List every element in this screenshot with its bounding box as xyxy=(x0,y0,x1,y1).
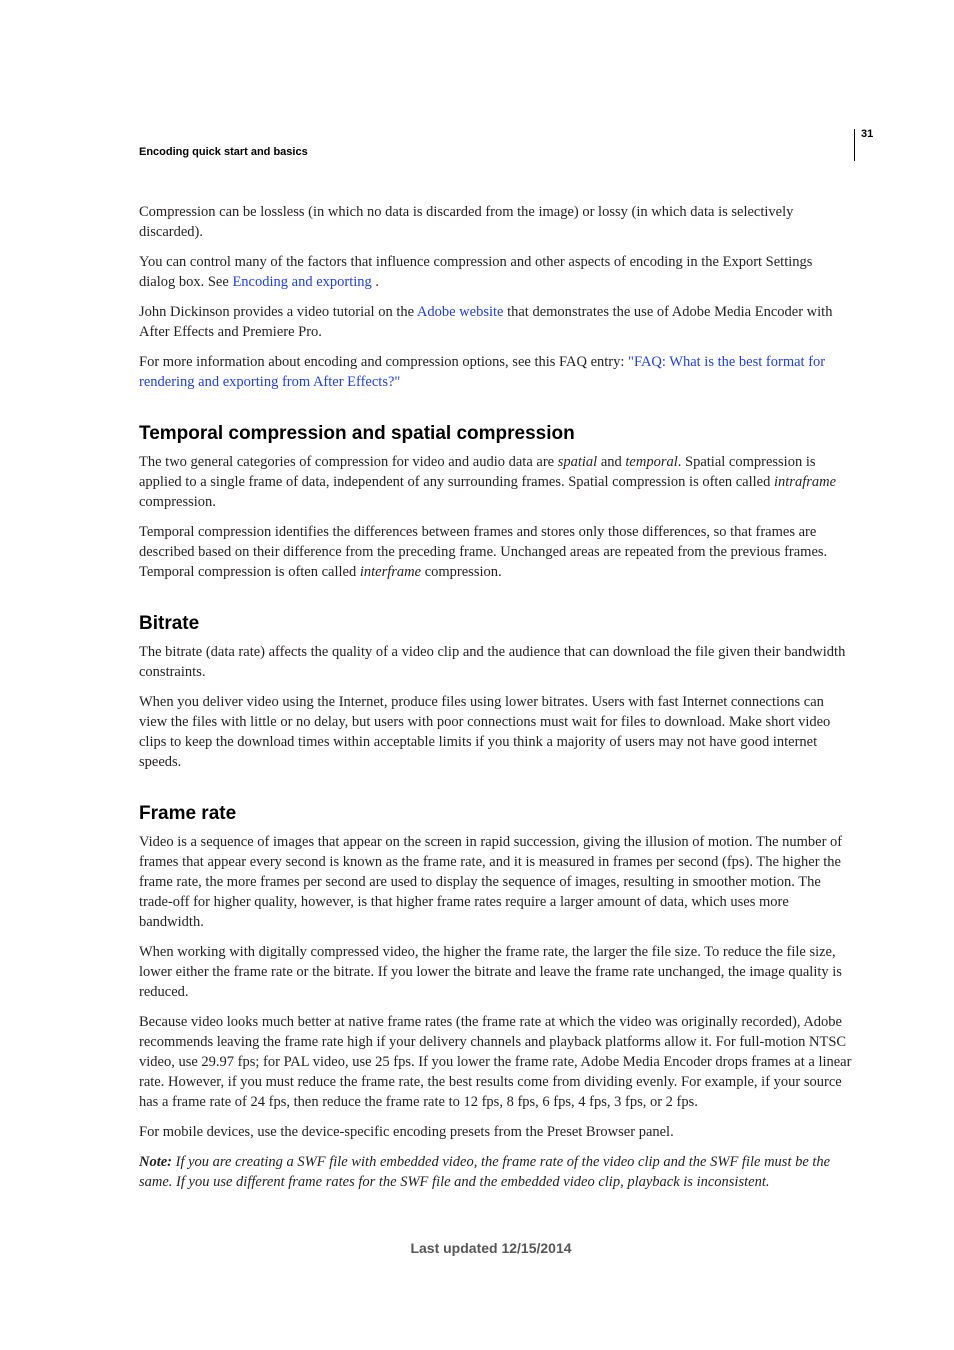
encoding-and-exporting-link[interactable]: Encoding and exporting xyxy=(232,274,372,290)
section-heading-frame-rate: Frame rate xyxy=(139,803,237,824)
framerate-paragraph-4: For mobile devices, use the device-specific encoding presets from the Preset Browser panel. xyxy=(139,1124,674,1140)
temporal-paragraph-2: Temporal compression identifies the differences between frames and stores only those differences, so that frames are described based on their difference from the preceding frame. Unchanged areas are repeated from the previous frames. Temporal compression is often called interframe compression. xyxy=(139,524,828,580)
header-rule xyxy=(854,129,855,161)
note-paragraph: Note: If you are creating a SWF file with embedded video, the frame rate of the video clip and the SWF file must be the same. If you use different frame rates for the SWF file and the embedded video clip, playback is inconsistent. xyxy=(139,1154,831,1190)
footer xyxy=(0,1240,954,1256)
intro-paragraph-3: John Dickinson provides a video tutorial on the Adobe website that demonstrates the use of Adobe Media Encoder with After Effects and Premiere Pro. xyxy=(139,304,833,340)
page-content xyxy=(139,202,852,1202)
framerate-paragraph-1: Video is a sequence of images that appear on the screen in rapid succession, giving the illusion of motion. The number of frames that appear every second is known as the frame rate, and it is measured in frames per second (fps). The higher the frame rate, the more frames per second are used to display the sequence of images, resulting in smoother motion. The trade-off for higher quality, however, is that higher frame rates require a larger amount of data, which uses more bandwidth. xyxy=(139,834,843,930)
intro-paragraph-2: You can control many of the factors that influence compression and other aspects of encoding in the Export Settings dialog box. See Encoding and exporting . xyxy=(139,254,813,290)
intro-paragraph-1: Compression can be lossless (in which no data is discarded from the image) or lossy (in which data is selectively discarded). xyxy=(139,204,794,240)
framerate-paragraph-2: When working with digitally compressed video, the higher the frame rate, the larger the file size. To reduce the file size, lower either the frame rate or the bitrate. If you lower the bitrate and leave the frame rate unchanged, the image quality is reduced. xyxy=(139,944,842,1000)
note-label: Note: xyxy=(139,1154,173,1170)
running-header: Encoding quick start and basics xyxy=(139,146,308,158)
intro-paragraph-4: For more information about encoding and compression options, see this FAQ entry: "FAQ: What is the best format for rendering and exporting from After Effects?" xyxy=(139,354,826,390)
last-updated: Last updated 12/15/2014 xyxy=(410,1240,572,1256)
section-heading-temporal: Temporal compression and spatial compression xyxy=(139,423,575,444)
page-number: 31 xyxy=(861,128,874,140)
framerate-paragraph-3: Because video looks much better at native frame rates (the frame rate at which the video was originally recorded), Adobe recommends leaving the frame rate high if your delivery channels and playback platforms allow it. For full-motion NTSC video, use 29.97 fps; for PAL video, use 25 fps. If you lower the frame rate, Adobe Media Encoder drops frames at a linear rate. However, if you must reduce the frame rate, the best results come from dividing evenly. For example, if your source has a frame rate of 24 fps, then reduce the frame rate to 12 fps, 8 fps, 6 fps, 4 fps, 3 fps, or 2 fps. xyxy=(139,1014,852,1110)
temporal-paragraph-1: The two general categories of compression for video and audio data are spatial and temporal. Spatial compression is applied to a single frame of data, independent of any surrounding frames. Spatial compression is often called intraframe compression. xyxy=(139,454,837,510)
bitrate-paragraph-1: The bitrate (data rate) affects the quality of a video clip and the audience that can download the file given their bandwidth constraints. xyxy=(139,644,846,680)
section-heading-bitrate: Bitrate xyxy=(139,613,200,634)
faq-link[interactable]: "FAQ: What is the best format for rendering and exporting from After Effects?" xyxy=(139,354,826,390)
adobe-website-link[interactable]: Adobe website xyxy=(416,304,504,320)
bitrate-paragraph-2: When you deliver video using the Internet, produce files using lower bitrates. Users with fast Internet connections can view the files with little or no delay, but users with poor connections must wait for files to download. Make short video clips to keep the download times within acceptable limits if you think a majority of users may not have good internet speeds. xyxy=(139,694,831,770)
